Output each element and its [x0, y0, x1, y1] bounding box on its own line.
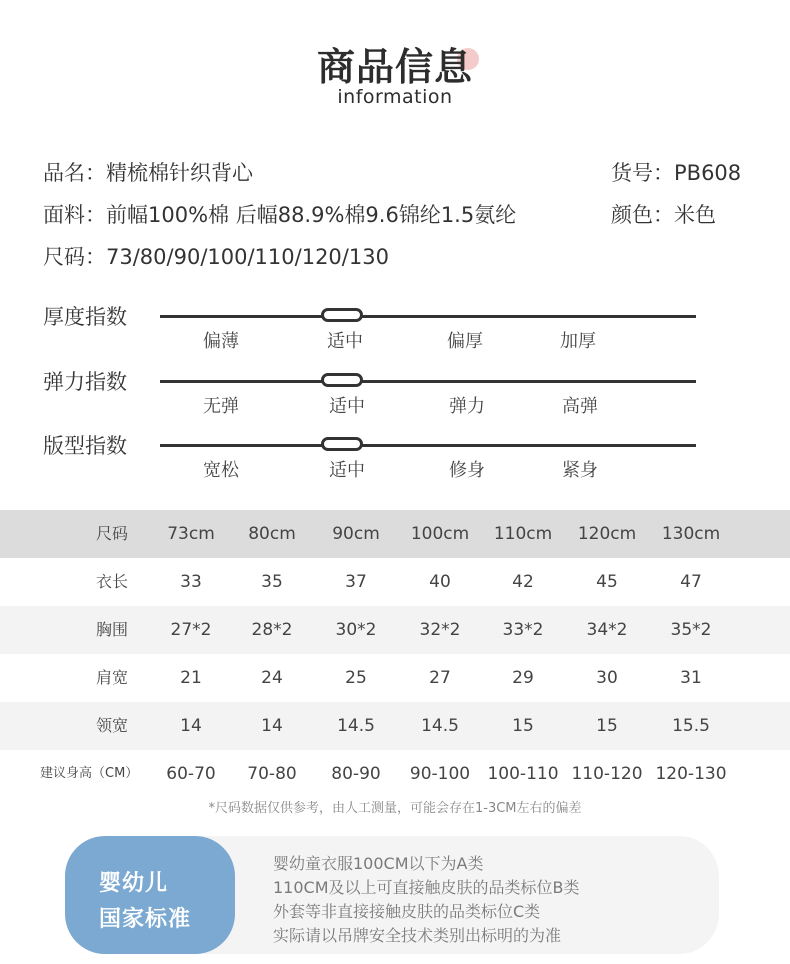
table-cell: 37	[345, 572, 367, 592]
table-cell: 80-90	[331, 764, 381, 784]
table-cell: 120-130	[655, 764, 727, 784]
standard-line: 110CM及以上可直接触皮肤的品类标位B类	[273, 878, 580, 897]
table-cell: 90cm	[332, 524, 380, 544]
standard-description	[273, 852, 580, 948]
scale-indicator	[321, 308, 363, 322]
table-cell: 14	[180, 716, 202, 736]
scale-label: 偏薄	[203, 331, 239, 352]
table-cell: 100-110	[487, 764, 559, 784]
elasticity-scale	[0, 366, 790, 426]
scale-label: 无弹	[203, 396, 239, 417]
table-row-label: 领宽	[95, 716, 128, 735]
table-cell: 14.5	[421, 716, 459, 736]
page-title	[317, 44, 473, 90]
table-row-label: 肩宽	[95, 668, 128, 687]
standard-badge	[65, 836, 235, 954]
table-cell: 15.5	[672, 716, 710, 736]
size-table	[0, 510, 790, 798]
scale-label: 加厚	[560, 331, 596, 352]
table-cell: 73cm	[167, 524, 215, 544]
table-cell: 33	[180, 572, 202, 592]
table-cell: 25	[345, 668, 367, 688]
table-cell: 47	[680, 572, 702, 592]
scale-indicator	[321, 437, 363, 451]
table-cell: 15	[512, 716, 534, 736]
table-cell: 100cm	[410, 524, 470, 544]
thickness-scale	[0, 301, 790, 361]
table-cell: 70-80	[247, 764, 297, 784]
scale-label: 高弹	[562, 396, 598, 417]
safety-standard-panel	[65, 836, 719, 954]
table-cell: 32*2	[419, 620, 461, 640]
table-cell: 35	[261, 572, 283, 592]
table-cell: 33*2	[502, 620, 544, 640]
table-cell: 34*2	[586, 620, 628, 640]
item-number: 货号：PB608	[611, 161, 742, 185]
page-title-text: 商品信息	[316, 45, 473, 89]
table-cell: 30	[596, 668, 618, 688]
scale-track	[160, 315, 696, 318]
table-cell: 15	[596, 716, 618, 736]
scale-label: 修身	[449, 460, 485, 481]
table-cell: 80cm	[248, 524, 296, 544]
table-cell: 120cm	[577, 524, 637, 544]
table-row	[0, 606, 790, 654]
table-cell: 110cm	[493, 524, 553, 544]
scale-label: 宽松	[203, 460, 239, 481]
table-row	[0, 750, 790, 798]
page-subtitle: information	[337, 86, 453, 108]
scale-label: 适中	[329, 396, 365, 417]
scale-label: 弹力	[449, 396, 485, 417]
table-row-label: 建议身高（CM）	[40, 766, 139, 781]
table-cell: 40	[429, 572, 451, 592]
table-cell: 35*2	[670, 620, 712, 640]
table-cell: 24	[261, 668, 283, 688]
table-cell: 45	[596, 572, 618, 592]
table-row	[0, 702, 790, 750]
table-cell: 29	[512, 668, 534, 688]
table-row-label: 衣长	[95, 572, 128, 591]
product-name: 品名：精梳棉针织背心	[43, 161, 253, 185]
table-cell: 14.5	[337, 716, 375, 736]
scale-track	[160, 444, 696, 447]
table-row-label: 胸围	[95, 620, 128, 639]
scale-label: 适中	[329, 460, 365, 481]
scale-label: 紧身	[562, 460, 598, 481]
table-cell: 27*2	[170, 620, 212, 640]
badge-line: 婴幼儿	[99, 871, 169, 896]
scale-title: 版型指数	[43, 434, 127, 458]
color-info: 颜色：米色	[611, 203, 716, 227]
table-cell: 90-100	[409, 764, 471, 784]
table-cell: 27	[429, 668, 451, 688]
table-cell: 28*2	[251, 620, 293, 640]
table-cell: 30*2	[335, 620, 377, 640]
table-cell: 31	[680, 668, 702, 688]
scale-label: 适中	[327, 331, 363, 352]
table-row	[0, 558, 790, 606]
scale-indicator	[321, 373, 363, 387]
scale-track	[160, 380, 696, 383]
standard-line: 实际请以吊牌安全技术类别出标明的为准	[273, 926, 562, 945]
scale-title: 厚度指数	[43, 305, 127, 329]
table-cell: 42	[512, 572, 534, 592]
table-cell: 14	[261, 716, 283, 736]
fit-scale	[0, 430, 790, 490]
table-cell: 21	[180, 668, 202, 688]
fabric-info: 面料：前幅100%棉 后幅88.9%棉9.6锦纶1.5氨纶	[43, 203, 517, 227]
standard-line: 婴幼童衣服100CM以下为A类	[273, 854, 484, 873]
scale-label: 偏厚	[447, 331, 483, 352]
measurement-note: *尺码数据仅供参考，由人工测量，可能会存在1-3CM左右的偏差	[208, 801, 582, 816]
table-header-row	[0, 510, 790, 558]
table-row	[0, 654, 790, 702]
table-cell: 130cm	[661, 524, 721, 544]
table-cell: 60-70	[166, 764, 216, 784]
standard-line: 外套等非直接接触皮肤的品类标位C类	[273, 902, 541, 921]
table-row-label: 尺码	[95, 524, 128, 543]
size-list: 尺码：73/80/90/100/110/120/130	[43, 245, 389, 269]
page-header	[0, 44, 790, 108]
badge-line: 国家标准	[99, 907, 192, 932]
table-cell: 110-120	[571, 764, 643, 784]
scale-title: 弹力指数	[43, 370, 127, 394]
